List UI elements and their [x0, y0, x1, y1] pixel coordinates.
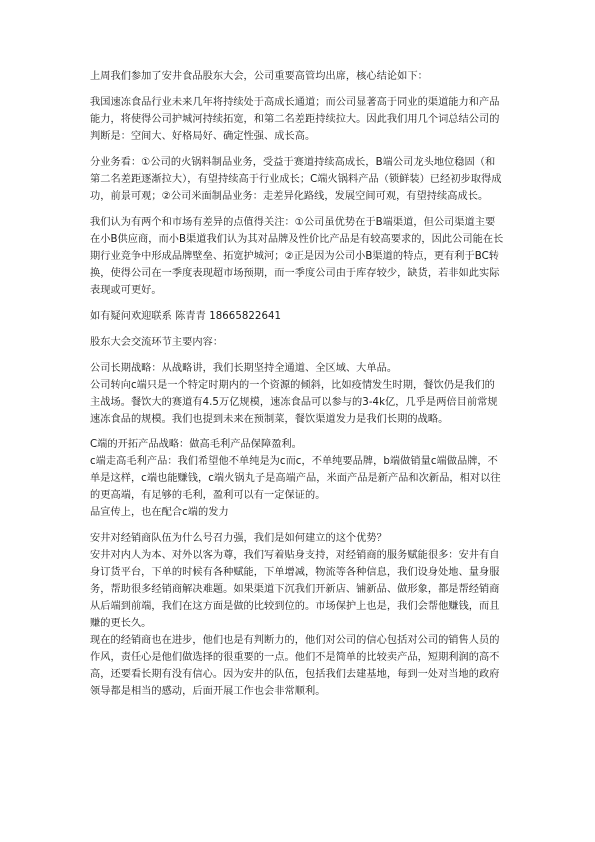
market-difference-paragraph: 我们认为有两个和市场有差异的点值得关注：①公司虽优势在于B端渠道，但公司渠道主要在小B供应商，而小B渠道我们认为其对品牌及性价比产品是有较高要求的，因此公司能在长期行业竞争中形成品牌壁垒、拓宽护城河；②正是因为公司小B渠道的特点，更有利于BC转换，使得公司在一季度表现超市场预期，而一季度公司由于库存较少，缺货，若非如此实际表现或可更好。: [90, 217, 504, 296]
contact-line: 如有疑问欢迎联系 陈青青 18665822641: [90, 311, 282, 322]
dealer-confidence-paragraph: 现在的经销商也在进步，他们也是有判断力的，他们对公司的信心包括对公司的销售人员的作风，责任心是他们做选择的很重要的一点。他们不是简单的比较卖产品，短期利润的高不高，还要看长期有没有信心。因为安井的队伍，包括我们去建基地，每到一处对当地的政府领导都是相当的感动，后面开展工作也会非常顺利。: [90, 635, 500, 697]
document-body: [90, 68, 505, 700]
c-end-products-paragraph: c端走高毛利产品：我们希望他不单纯是为c而c，不单纯要品牌，b端做销量c端做品牌，不单是这样，c端也能赚钱，c端火锅丸子是高端产品，米面产品是新产品和次新品，相对以往的更高端，有足够的毛利，盈利可以有一定保证的。: [90, 456, 501, 501]
dealer-service-paragraph: 安井对内人为本、对外以客为尊，我们写着贴身支持，对经销商的服务赋能很多：安井有自身订货平台，下单的时候有各种赋能，下单增减，物流等各种信息，我们设身处地、量身服务，帮助很多经销商解决难题。如果渠道下沉我们开新店、铺新品、做形象，都是帮经销商从后端到前端，我们在这方面是做的比较到位的。市场保护上也是，我们会帮他赚钱，而且赚的更长久。: [90, 550, 500, 629]
long-term-strategy-heading: 公司长期战略：从战略讲，我们长期坚持全通道、全区域、大单品。: [90, 363, 398, 374]
c-end-strategy-heading: C端的开拓产品战略：做高毛利产品保障盈利。: [90, 439, 302, 450]
brand-promotion-line: 品宣传上，也在配合c端的发力: [90, 507, 229, 518]
business-segments-paragraph: 分业务看：①公司的火锅料制品业务，受益于赛道持续高成长，B端公司龙头地位稳固（和第二名差距逐渐拉大），有望持续高于行业成长；C端火锅料产品（锁鲜装）已经初步取得成功，前景可观；②公司米面制品业务：走差异化路线，发展空间可观，有望持续高成长。: [90, 157, 502, 202]
long-term-strategy-paragraph: 公司转向c端只是一个特定时期内的一个资源的倾斜，比如疫情发生时期，餐饮仍是我们的主战场。餐饮大的赛道有4.5万亿规模，速冻食品可以参与的3-4k亿，几乎是两倍目前常规速冻食品的规模。我们也提到未来在预制菜，餐饮渠道发力是我们长期的战略。: [90, 380, 498, 425]
intro-paragraph: 上周我们参加了安井食品股东大会，公司重要高管均出席，核心结论如下：: [90, 71, 428, 82]
dealer-question: 安井对经销商队伍为什么号召力强，我们是如何建立的这个优势？: [90, 533, 387, 544]
section-heading-exchange: 股东大会交流环节主要内容：: [90, 337, 224, 348]
industry-outlook-paragraph: 我国速冻食品行业未来几年将持续处于高成长通道；而公司显著高于同业的渠道能力和产品能力，将使得公司护城河持续拓宽，和第二名差距持续拉大。因此我们用几个词总结公司的判断是：空间大、好格局好、确定性强、成长高。: [90, 97, 500, 142]
